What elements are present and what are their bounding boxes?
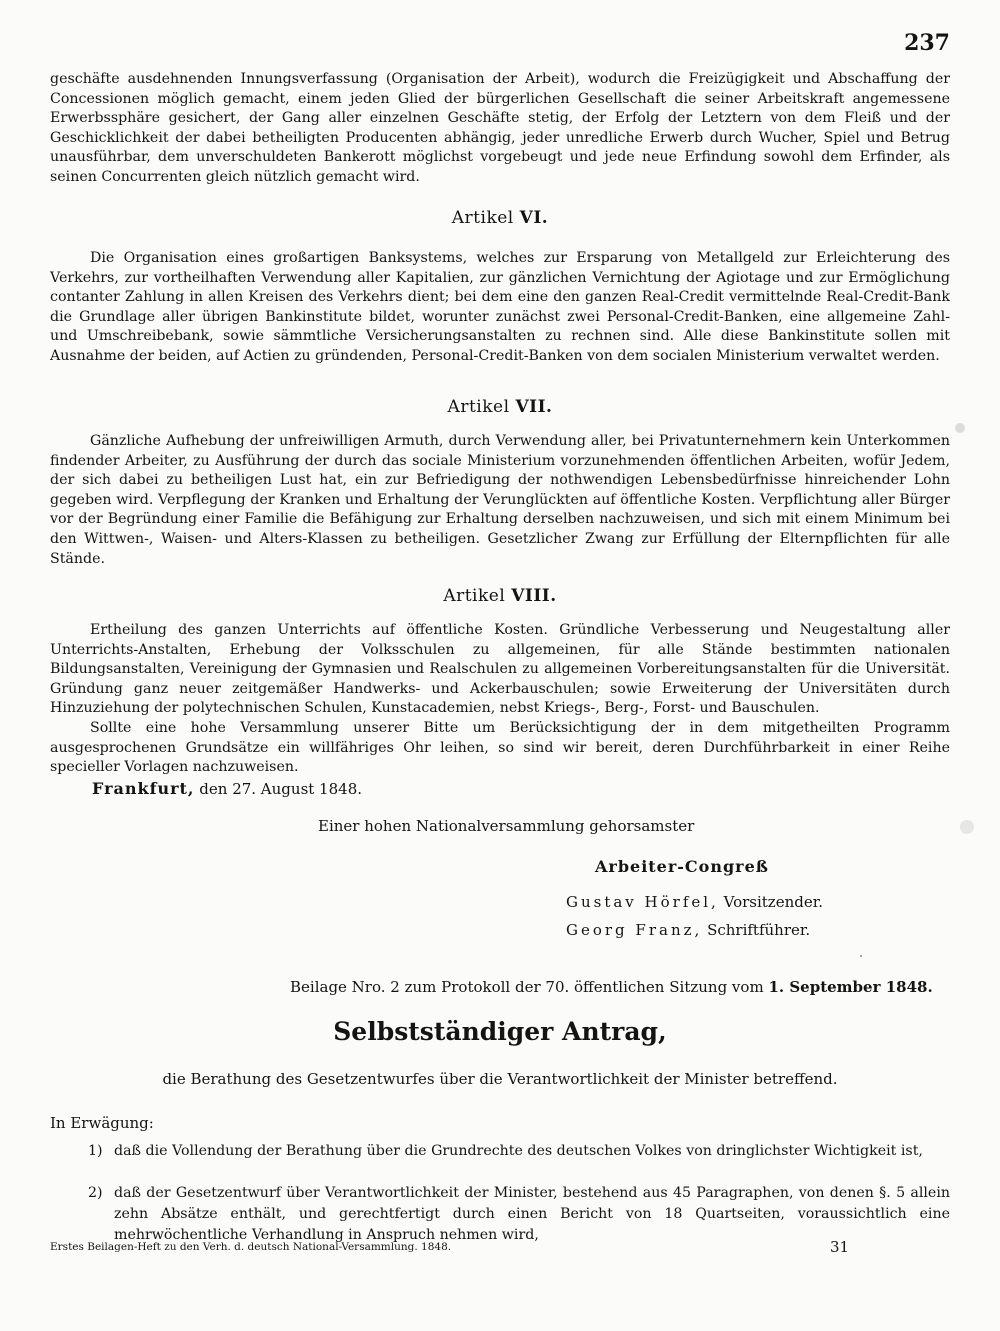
consideration-2-number: 2) — [88, 1185, 103, 1201]
article-7-number: VII. — [515, 397, 553, 417]
place: Frankfurt, — [92, 779, 195, 798]
beilage-line — [290, 978, 933, 996]
article-8-body — [50, 621, 950, 778]
consideration-item-2 — [88, 1183, 950, 1246]
scan-speck — [860, 955, 862, 957]
date: den 27. August 1848. — [199, 780, 363, 798]
organization-name: Arbeiter-Congreß — [595, 857, 769, 876]
place-date-line — [92, 779, 362, 798]
article-6-label: Artikel — [451, 208, 514, 228]
article-7-heading — [0, 397, 1000, 417]
intro-paragraph — [50, 70, 950, 188]
signatory-2-role: Schriftführer. — [707, 921, 811, 939]
signatory-1 — [566, 893, 823, 911]
scan-speck — [960, 820, 974, 834]
motion-title: Selbstständiger Antrag, — [333, 1017, 667, 1046]
consideration-2-text: daß der Gesetzentwurf über Verantwortlichkeit der Minister, bestehend aus 45 Paragraphen, von denen §. 5 allein zehn Absätze enthält, und gerechtfertigt durch einen Bericht von 18 Quartseiten, voraussichtlich eine mehrwöchentliche Verhandlung in Anspruch nehmen wird, — [114, 1185, 950, 1243]
article-6-body — [50, 249, 950, 367]
signatory-1-role: Vorsitzender. — [723, 893, 824, 911]
article-6-heading — [0, 208, 1000, 228]
salutation: Einer hohen Nationalversammlung gehorsamster — [318, 817, 695, 835]
article-7-paragraph: Gänzliche Aufhebung der unfreiwilligen Armuth, durch Verwendung aller, bei Privatunternehmern kein Unterkommen findender Arbeiter, zu Ausführung der durch das sociale Ministerium vorzunehmenden öffentlichen Arbeiten, wofür Jedem, der sich dabei zu betheiligen Lust hat, ein zur Befriedigung der nothwendigen Lebensbedürfnisse hinreichender Lohn gegeben wird. Verpflegung der Kranken und Erhaltung der Verunglückten auf öffentliche Kosten. Verpflichtung aller Bürger vor der Begründung einer Familie die Befähigung zur Erhaltung derselben nachzuweisen, und sich mit einem Minimum bei den Wittwen-, Waisen- und Alters-Klassen zu betheiligen. Gesetzlicher Zwang zur Erfüllung der Elternpflichten für alle Stände. — [50, 433, 950, 567]
article-7-label: Artikel — [447, 397, 510, 417]
signatory-2-name: Georg Franz, — [566, 921, 703, 939]
scan-speck — [955, 423, 965, 433]
consideration-1-number: 1) — [88, 1143, 103, 1159]
article-8-number: VIII. — [511, 586, 557, 606]
article-8-label: Artikel — [443, 586, 506, 606]
footer-sheet-number: 31 — [830, 1238, 850, 1256]
article-8-heading — [0, 586, 1000, 606]
signatory-2 — [566, 921, 810, 939]
article-8-paragraph-1: Ertheilung des ganzen Unterrichts auf öffentliche Kosten. Gründliche Verbesserung und Neugestaltung aller Unterrichts-Anstalten, Erhebung der Volksschulen zu allgemeinen, für alle Stände bestimmten nationalen Bildungsanstalten, Vereinigung der Gymnasien und Realschulen zu allgemeinen Vorbereitungsanstalten für die Universität. Gründung ganz neuer zeitgemäßer Handwerks- und Ackerbauschulen; sowie Erweiterung der Universitäten durch Hinzuziehung der polytechnischen Schulen, Kunstacademien, nebst Kriegs-, Berg-, Forst- und Bauschulen. — [50, 622, 950, 717]
beilage-prefix: Beilage Nro. 2 zum Protokoll der 70. öffentlichen Sitzung vom — [290, 978, 764, 996]
beilage-date: 1. September 1848. — [768, 978, 933, 996]
intro-text: geschäfte ausdehnenden Innungsverfassung (Organisation der Arbeit), wodurch die Freizügigkeit und Abschaffung der Concessionen möglich gemacht, einem jeden Glied der bürgerlichen Gesellschaft die seiner Arbeitskraft angemessene Erwerbssphäre gesichert, der Gang aller einzelnen Geschäfte stetig, der Erfolg der Letztern von dem Fleiß und der Geschicklichkeit der dabei betheiligten Producenten abhängig, jeder unredliche Erwerb durch Wucher, Spiel und Betrug unausführbar, dem unverschuldeten Bankerott möglichst vorgebeugt und jede neue Erfindung sowohl dem Erfinder, als seinen Concurrenten gleich nützlich gemacht wird. — [50, 71, 950, 185]
consideration-item-1 — [88, 1141, 950, 1162]
article-6-number: VI. — [519, 208, 549, 228]
motion-subtitle: die Berathung des Gesetzentwurfes über die Verantwortlichkeit der Minister betreffend. — [162, 1070, 838, 1088]
article-8-paragraph-2: Sollte eine hohe Versammlung unserer Bitte um Berücksichtigung der in dem mitgetheilten Programm ausgesprochenen Grundsätze ein willfähriges Ohr leihen, so sind wir bereit, deren Durchführbarkeit in einer Reihe specieller Vorlagen nachzuweisen. — [50, 719, 950, 776]
page-number: 237 — [904, 30, 950, 56]
signatory-1-name: Gustav Hörfel, — [566, 893, 719, 911]
footer-publication: Erstes Beilagen-Heft zu den Verh. d. deutsch National-Versammlung. 1848. — [50, 1241, 452, 1253]
considering-label: In Erwägung: — [50, 1114, 154, 1132]
consideration-1-text: daß die Vollendung der Berathung über die Grundrechte des deutschen Volkes von dringlichster Wichtigkeit ist, — [114, 1143, 923, 1159]
article-6-paragraph: Die Organisation eines großartigen Banksystems, welches zur Ersparung von Metallgeld zur Erleichterung des Verkehrs, zur vortheilhaften Verwendung aller Kapitalien, zur gänzlichen Vernichtung der Agiotage und zur Ermöglichung contanter Zahlung in allen Kreisen des Verkehrs dient; bei dem eine den ganzen Real-Credit vermittelnde Real-Credit-Bank die Grundlage aller übrigen Bankinstitute bildet, worunter zunächst zwei Personal-Credit-Banken, eine allgemeine Zahl- und Umschreibebank, sowie sämmtliche Versicherungsanstalten zu rechnen sind. Alle diese Bankinstitute sollen mit Ausnahme der beiden, auf Actien zu gründenden, Personal-Credit-Banken von dem socialen Ministerium verwaltet werden. — [50, 250, 950, 364]
article-7-body — [50, 432, 950, 569]
